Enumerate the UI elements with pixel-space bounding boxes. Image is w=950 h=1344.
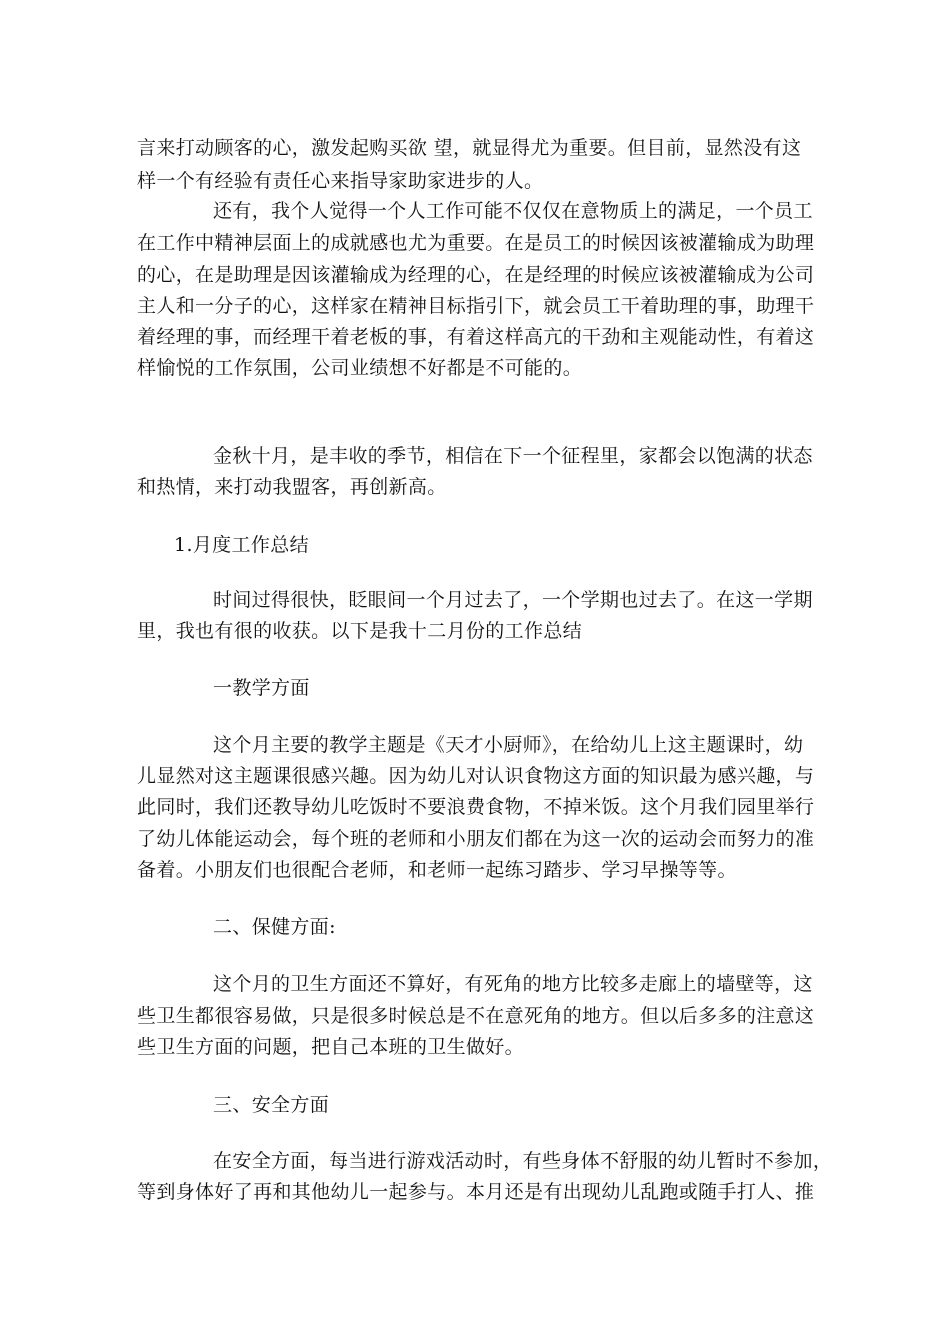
paragraph-first-line: 在安全方面，每当进行游戏活动时，有些身体不舒服的幼儿暂时不参加， [213,1150,833,1172]
subsection-heading: 二、保健方面: [213,916,336,938]
text-line: 里，我也有很的收获。以下是我十二月份的工作总结 [137,620,583,642]
paragraph-first-line: 这个月主要的教学主题是《天才小厨师》，在给幼儿上这主题课时，幼 [213,734,804,756]
text-line: 备着。小朋友们也很配合老师，和老师一起练习踏步、学习早操等等。 [137,859,737,881]
text-line: 样愉悦的工作氛围，公司业绩想不好都是不可能的。 [137,357,583,379]
paragraph-first-line: 还有，我个人觉得一个人工作可能不仅仅在意物质上的满足，一个员工 [213,200,813,222]
text-line: 此同时，我们还教导幼儿吃饭时不要浪费食物，不掉米饭。这个月我们园里举行 [137,796,815,818]
text-line: 着经理的事，而经理干着老板的事，有着这样高亢的干劲和主观能动性，有着这 [137,326,815,348]
text-line: 在工作中精神层面上的成就感也尤为重要。在是员工的时候因该被灌输成为助理 [137,232,815,254]
text-line: 些卫生方面的问题，把自己本班的卫生做好。 [137,1036,525,1058]
text-line: 言来打动顾客的心，激发起购买欲 望，就显得尤为重要。但目前，显然没有这 [137,137,802,159]
paragraph-first-line: 这个月的卫生方面还不算好，有死角的地方比较多走廊上的墙壁等，这 [213,973,813,995]
text-line: 些卫生都很容易做，只是很多时候总是不在意死角的地方。但以后多多的注意这 [137,1005,815,1027]
text-line: 了幼儿体能运动会，每个班的老师和小朋友们都在为这一次的运动会而努力的准 [137,828,815,850]
paragraph-first-line: 时间过得很快，眨眼间一个月过去了，一个学期也过去了。在这一学期 [213,589,813,611]
subsection-heading: 一教学方面 [213,677,310,699]
text-line: 儿显然对这主题课很感兴趣。因为幼儿对认识食物这方面的知识最为感兴趣，与 [137,765,815,787]
text-line: 等到身体好了再和其他幼儿一起参与。本月还是有出现幼儿乱跑或随手打人、推 [137,1181,815,1203]
paragraph-first-line: 金秋十月，是丰收的季节，相信在下一个征程里，家都会以饱满的状态 [213,445,813,467]
text-line: 样一个有经验有责任心来指导家助家进步的人。 [137,170,544,192]
subsection-heading: 三、安全方面 [213,1094,330,1116]
text-line: 的心，在是助理是因该灌输成为经理的心，在是经理的时候应该被灌输成为公司 [137,264,815,286]
section-heading: 1.月度工作总结 [174,534,309,556]
text-line: 主人和一分子的心，这样家在精神目标指引下，就会员工干着助理的事，助理干 [137,295,815,317]
text-line: 和热情，来打动我盟客，再创新高。 [137,476,447,498]
